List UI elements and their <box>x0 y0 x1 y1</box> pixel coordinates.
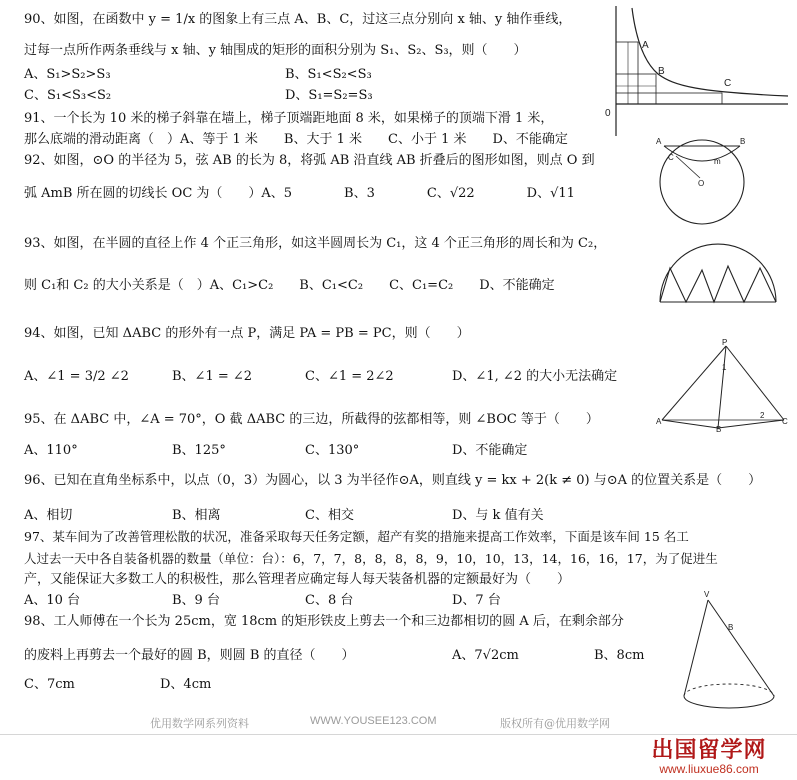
rectangle-s3 <box>616 93 722 104</box>
q93-line1: 93、如图，在半圆的直径上作 4 个正三角形，如这半圆周长为 C₁，这 4 个正三角形的周长和为 C₂， <box>24 236 607 251</box>
q95-line1: 95、在 ΔABC 中，∠A = 70°，O 截 ΔABC 的三边，所截得的弦都相等，则 ∠BOC 等于（ ） <box>24 412 599 427</box>
angle-1-label: 1 <box>722 363 727 372</box>
q95-option-b: B、125° <box>172 443 226 458</box>
q98-option-b: B、8cm <box>594 648 645 663</box>
q98-option-c: C、7cm <box>24 677 75 692</box>
page-footer <box>0 715 797 735</box>
site-watermark <box>629 738 789 776</box>
hyperbola-figure <box>598 4 794 140</box>
angle-2-label: 2 <box>760 411 765 420</box>
q97-option-c: C、8 台 <box>305 593 354 608</box>
q94-option-d: D、∠1, ∠2 的大小无法确定 <box>452 369 618 384</box>
q97-option-b: B、9 台 <box>172 593 220 608</box>
origin-label: 0 <box>605 108 611 119</box>
q97-line3: 产，又能保证大多数工人的积极性，那么管理者应确定每人每天装备机器的定额最好为（ ） <box>24 572 571 587</box>
folded-arc <box>664 146 740 161</box>
q95-option-a: A、110° <box>24 443 78 458</box>
point-b-label: B <box>740 137 746 146</box>
q97-line1: 97、某车间为了改善管理松散的状况，准备采取每天任务定额，超产有奖的措施来提高工作效率，下面是该车间 15 名工 <box>24 529 689 544</box>
q95-option-c: C、130° <box>305 443 360 458</box>
q90-line2: 过每一点所作两条垂线与 x 轴、y 轴围成的矩形的面积分别为 S₁、S₂、S₃，则（ ） <box>24 43 527 58</box>
q97-option-a: A、10 台 <box>24 593 81 608</box>
point-b-label: B <box>728 623 734 632</box>
q91-line1: 91、一个长为 10 米的梯子斜靠在墙上，梯子顶端距地面 8 米，如果梯子的顶端下滑 1 米， <box>24 111 554 126</box>
q90-option-a: A、S₁>S₂>S₃ <box>24 67 111 82</box>
point-b-label: B <box>658 66 665 77</box>
footer-right-text: 版权所有@优用数学网 <box>500 717 610 730</box>
footer-mid-text: WWW.YOUSEE123.COM <box>310 715 437 727</box>
center-o-label: O <box>698 179 705 188</box>
q92-line1: 92、如图，⊙O 的半径为 5，弦 AB 的长为 8，将弧 AB 沿直线 AB 折叠后的图形如图，则点 O 到 <box>24 153 595 168</box>
q93-line2: 则 C₁和 C₂ 的大小关系是（ ）A、C₁>C₂ B、C₁<C₂ C、C₁=C₂ D、不能确定 <box>24 278 555 293</box>
point-c-label: C <box>724 78 732 89</box>
q95-option-d: D、不能确定 <box>452 443 528 458</box>
point-a-label: A <box>656 417 662 426</box>
q90-option-b: B、S₁<S₂<S₃ <box>285 67 372 82</box>
q97-line2: 人过去一天中各自装备机器的数量（单位：台）：6，7，7，8，8，8，8，9，10，10，13，14，16，16，17，为了促进生 <box>24 551 718 566</box>
q94-option-c: C、∠1 = 2∠2 <box>305 369 394 384</box>
semicircle-triangles-figure <box>656 240 780 306</box>
q91-line2: 那么底端的滑动距离（ ）A、等于 1 米 B、大于 1 米 C、小于 1 米 D、不能确定 <box>24 132 568 147</box>
q98-option-a: A、7√2cm <box>452 648 519 663</box>
q96-option-a: A、相切 <box>24 508 73 523</box>
rectangle-s2 <box>616 74 656 104</box>
q98-line2: 的废料上再剪去一个最好的圆 B，则圆 B 的直径（ ） <box>24 648 355 663</box>
q96-option-d: D、与 k 值有关 <box>452 508 544 523</box>
page-divider <box>0 734 797 735</box>
q97-option-d: D、7 台 <box>452 593 501 608</box>
q98-option-d: D、4cm <box>160 677 212 692</box>
q96-option-c: C、相交 <box>305 508 354 523</box>
q96-line1: 96、已知在直角坐标系中，以点（0，3）为圆心，以 3 为半径作⊙A，则直线 y = kx + 2(k ≠ 0) 与⊙A 的位置关系是（ ） <box>24 473 762 488</box>
folded-circle-figure <box>652 136 752 228</box>
hyperbola-curve <box>632 8 788 96</box>
q94-option-a: A、∠1 = 3/2 ∠2 <box>24 369 129 384</box>
q90-option-d: D、S₁=S₂=S₃ <box>285 88 373 103</box>
q96-option-b: B、相离 <box>172 508 221 523</box>
rectangle-s1 <box>616 42 638 104</box>
arc-m-label: m <box>714 157 721 166</box>
pyramid-figure <box>656 340 788 432</box>
q90-line1: 90、如图，在函数中 y = 1/x 的图象上有三点 A、B、C，过这三点分别向 x 轴、y 轴作垂线， <box>24 12 572 27</box>
point-c-label: C <box>668 153 674 162</box>
cone-figure <box>676 590 784 720</box>
q92-line2: 弧 AmB 所在圆的切线长 OC 为（ ）A、5 B、3 C、√22 D、√11 <box>24 186 575 201</box>
triangle-chain <box>660 266 776 302</box>
q90-option-c: C、S₁<S₃<S₂ <box>24 88 112 103</box>
q98-line1: 98、工人师傅在一个长为 25cm，宽 18cm 的矩形铁皮上剪去一个和三边都相切的圆 A 后，在剩余部分 <box>24 614 624 629</box>
footer-left-text: 优用数学网系列资料 <box>150 717 249 730</box>
point-a-label: A <box>642 40 649 51</box>
point-c-label: C <box>782 417 788 426</box>
point-b-label: B <box>716 425 722 434</box>
q94-option-b: B、∠1 = ∠2 <box>172 369 253 384</box>
semicircle-arc <box>660 244 776 302</box>
point-p-label: P <box>722 338 728 347</box>
watermark-url: www.liuxue86.com <box>659 762 759 776</box>
watermark-title: 出国留学网 <box>651 737 767 762</box>
point-a-label: A <box>656 137 662 146</box>
vertex-v-label: V <box>704 590 710 599</box>
q94-line1: 94、如图，已知 ΔABC 的形外有一点 P，满足 PA = PB = PC，则（ ） <box>24 326 470 341</box>
